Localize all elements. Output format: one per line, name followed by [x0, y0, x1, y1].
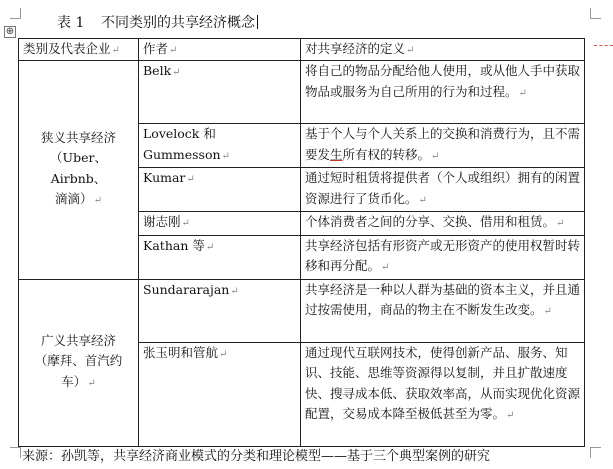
- source-note: 来源：孙凯等，共享经济商业模式的分类和理论模型——基于三个典型案例的研究: [22, 449, 491, 464]
- definition-cell[interactable]: 共享经济包括有形资产或无形资产的使用权暂时转移和再分配。↵: [301, 235, 585, 279]
- table-header-row: [19, 39, 585, 61]
- author-cell[interactable]: Kathan 等↵: [139, 235, 301, 279]
- table-move-handle-icon[interactable]: ⊕: [5, 26, 15, 37]
- definition-cell[interactable]: 个体消费者之间的分享、交换、借用和租赁。↵: [301, 212, 585, 236]
- definition-cell[interactable]: 将自己的物品分配给他人使用，或从他人手中获取物品或服务为自己所用的行为和过程。↵: [301, 61, 585, 124]
- definition-cell[interactable]: 共享经济是一种以人群为基础的资本主义，并且通过按需使用，商品的物主在不断发生改变。↵: [301, 279, 585, 342]
- header-author[interactable]: 作者↵: [139, 39, 301, 61]
- author-cell[interactable]: Kumar↵: [139, 168, 301, 212]
- definition-cell[interactable]: 通过现代互联网技术，使得创新产品、服务、知识、技能、思维等资源得以复制，并且扩散速度快、搜寻成本低、获取效率高，从而实现优化资源配置，交易成本降至极低甚至为零。↵: [301, 342, 585, 446]
- table-row: [19, 279, 585, 342]
- caption-label: 表 1: [57, 15, 85, 31]
- spellcheck-underline: 生: [330, 146, 343, 162]
- definition-cell[interactable]: 通过短时租赁将提供者（个人或组织）拥有的闲置资源进行了货币化。↵: [301, 168, 585, 212]
- crop-mark-top-right: [590, 8, 601, 19]
- author-cell[interactable]: 张玉明和管航↵: [139, 342, 301, 446]
- header-definition[interactable]: 对共享经济的定义↵: [301, 39, 585, 61]
- margin-guide-line: [594, 45, 613, 46]
- text-cursor: [257, 15, 258, 29]
- crop-mark-top-left: [10, 8, 21, 19]
- header-category[interactable]: 类别及代表企业↵: [19, 39, 139, 61]
- author-cell[interactable]: Sundararajan↵: [139, 279, 301, 342]
- definition-cell[interactable]: 基于个人与个人关系上的交换和消费行为，且不需要发生所有权的转移。↵: [301, 124, 585, 168]
- category-broad[interactable]: 广义共享经济 （摩拜、首汽约 车）↵: [19, 279, 139, 446]
- table-row: [19, 61, 585, 124]
- table-caption: [0, 10, 613, 34]
- author-cell[interactable]: Lovelock 和 Gummesson↵: [139, 124, 301, 168]
- caption-text[interactable]: 不同类别的共享经济概念: [101, 12, 258, 32]
- concept-table: [18, 38, 585, 447]
- category-narrow[interactable]: 狭义共享经济 （Uber、Airbnb、 滴滴）↵: [19, 61, 139, 280]
- crop-mark-bottom-left: [10, 447, 21, 458]
- crop-mark-bottom-right: [590, 447, 601, 458]
- author-cell[interactable]: 谢志刚↵: [139, 212, 301, 236]
- author-cell[interactable]: Belk↵: [139, 61, 301, 124]
